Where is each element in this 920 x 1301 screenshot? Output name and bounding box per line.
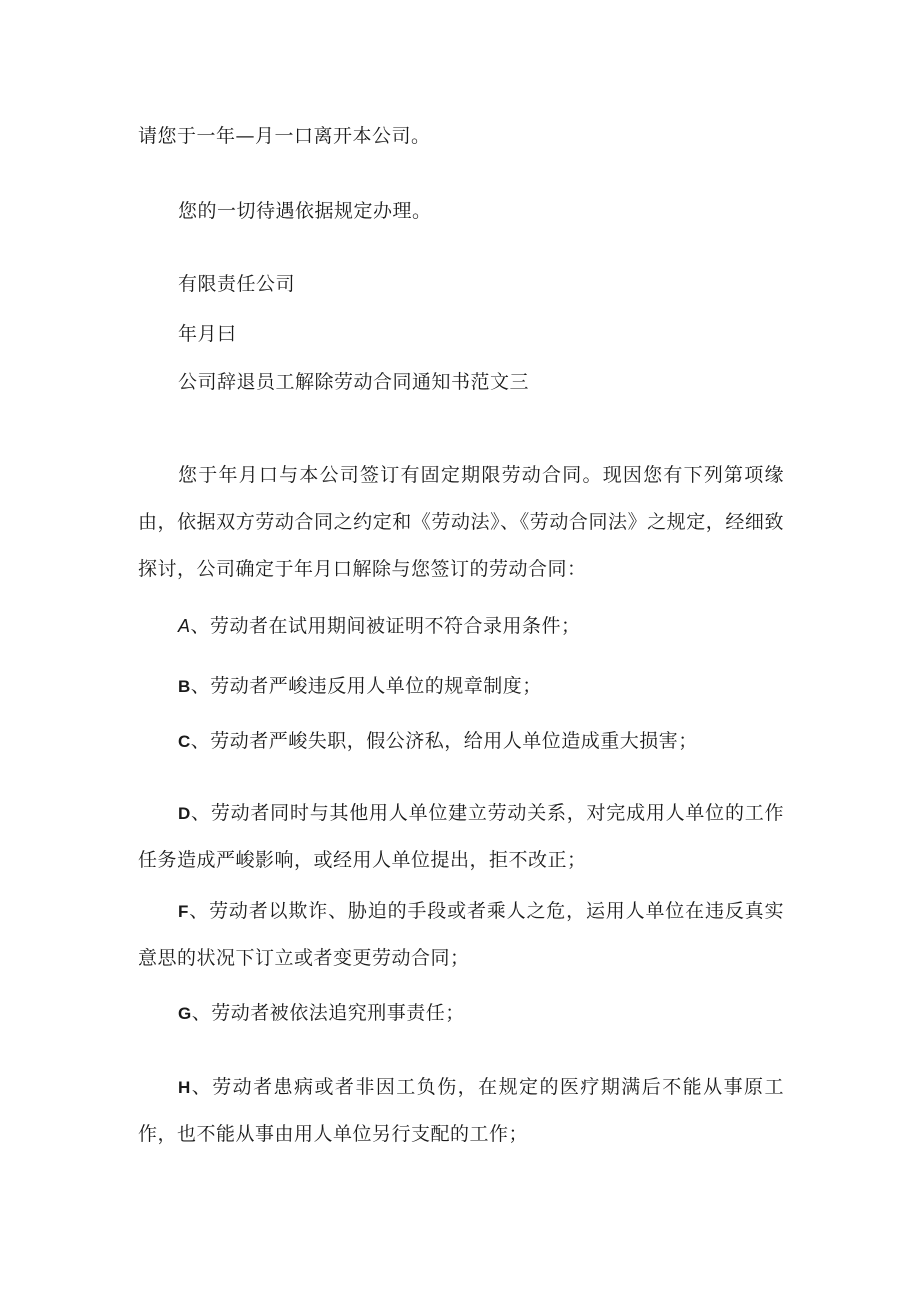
- list-item: [138, 888, 784, 982]
- section-title: 公司辞退员工解除劳动合同通知书范文三: [178, 371, 530, 393]
- item-text: 、劳动者患病或者非因工负伤，在规定的医疗期满后不能从事原工作，也不能从事由用人单位另行支配的工作；: [138, 1076, 784, 1145]
- item-text: 、劳动者以欺诈、胁迫的手段或者乘人之危，运用人单位在违反真实意思的状况下订立或者变更劳动合同；: [138, 900, 784, 969]
- item-label: B: [178, 677, 191, 696]
- item-text: 、劳动者在试用期间被证明不符合录用条件；: [190, 615, 581, 637]
- item-label: G: [178, 1004, 192, 1023]
- company-signature: 有限责任公司: [178, 273, 296, 295]
- item-label: C: [178, 732, 191, 751]
- item-label: A: [178, 616, 191, 636]
- item-text: 、劳动者严峻失职，假公济私，给用人单位造成重大损害；: [190, 730, 698, 752]
- date-line: 年月曰: [178, 323, 237, 345]
- list-item: [138, 663, 784, 710]
- item-label: D: [178, 804, 191, 823]
- item-label: F: [178, 902, 189, 921]
- list-item: [138, 603, 784, 650]
- leave-company-line: 请您于一年—月一口离开本公司。: [138, 125, 431, 147]
- item-text: 、劳动者同时与其他用人单位建立劳动关系，对完成用人单位的工作任务造成严峻影响，或经用人单位提出，拒不改正；: [138, 802, 784, 871]
- item-label: H: [178, 1078, 191, 1097]
- list-item: [138, 990, 784, 1037]
- item-text: 、劳动者被依法追究刑事责任；: [191, 1002, 465, 1024]
- list-item: [138, 790, 784, 884]
- intro-paragraph: 您于年月口与本公司签订有固定期限劳动合同。现因您有下列第项缘由，依据双方劳动合同之约定和《劳动法》、《劳动合同法》之规定，经细致探讨，公司确定于年月口解除与您签订的劳动合同：: [138, 464, 784, 580]
- item-text: 、劳动者严峻违反用人单位的规章制度；: [190, 675, 542, 697]
- treatment-line: 您的一切待遇依据规定办理。: [178, 200, 432, 222]
- list-item: [138, 1064, 784, 1158]
- list-item: [138, 718, 784, 765]
